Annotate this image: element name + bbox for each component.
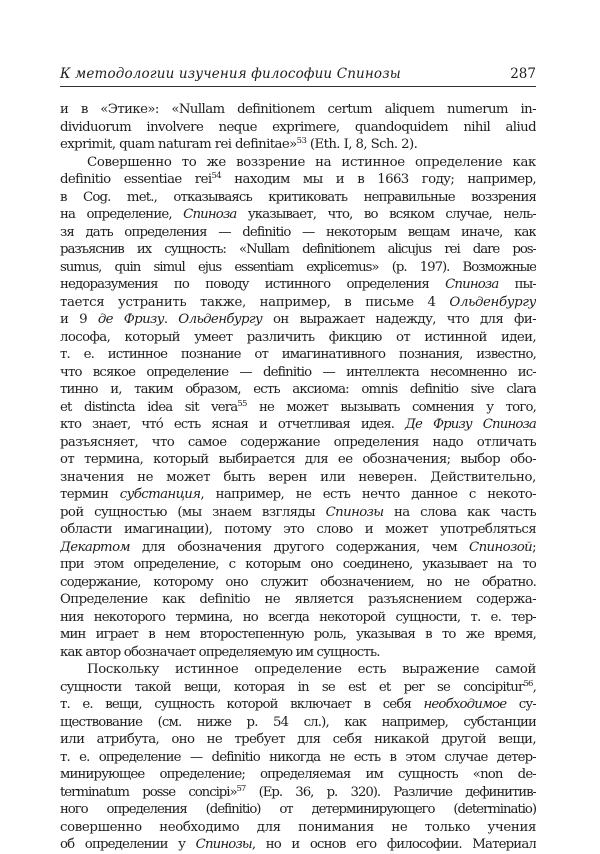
text-line: от термина, который выбирается для ее обозначения; выбор обо- (60, 452, 536, 467)
footnote-ref: 55 (237, 398, 247, 409)
text-line: и 9 де Фризу. Ольденбургу он выражает надежду, что для фи- (60, 312, 536, 327)
text-line: или атрибута, оно не требует для себя никакой другой вещи, (60, 732, 536, 747)
text-line: definitio essentiae rei$^{54}$ находим мы и в 1663 году; например, (60, 171, 536, 187)
text-line: т. е. определение — definitio никогда не есть в этом случае детер- (60, 749, 536, 765)
text-line: совершенно необходимо для понимания не только учения (60, 819, 536, 835)
text-line: dividuorum involvere neque exprimere, quandoquidem nihil aliud (60, 119, 536, 135)
text-line: тинно и, таким образом, есть аксиома: omnis definitio sive clara (60, 382, 536, 397)
running-title: К методологии изучения философии Спинозы (60, 66, 401, 82)
text-line: рой сущностью (мы знаем взгляды Спинозы на слова как часть (60, 504, 536, 520)
text-line: на определение, Спиноза указывает, что, во всяком случае, нель- (60, 207, 536, 222)
text-line: и в «Этике»: «Nullam definitionem certum aliquem numerum in- (60, 102, 536, 117)
running-header (60, 64, 536, 87)
text-line: мин играет в нем второстепенную роль, указывая в то же время, (60, 627, 536, 642)
text-line: лософа, который умеет различить фикцию от истинной идеи, (60, 329, 536, 345)
text-line: зя дать определения — definitio — некоторым вещам иначе, как (60, 224, 536, 240)
footnote-ref: 56 (523, 678, 533, 689)
text-line: термин субстанция, например, не есть нечто данное с некото- (60, 487, 536, 502)
text-line: Декартом для обозначения другого содержания, чем Спинозой; (60, 539, 536, 555)
text-line: недоразумения по поводу истинного определения Спиноза пы- (60, 277, 536, 292)
text-line: минирующее определение; определяемая им сущность «non de- (60, 767, 536, 782)
text-line: разъяснив их сущность: «Nullam definitionem alicujus rei dare pos- (60, 242, 536, 257)
footnote-ref: 57 (236, 783, 246, 794)
page-number: 287 (510, 66, 536, 82)
footnote-ref: 54 (211, 171, 222, 181)
text-line: тается устранить также, например, в письме 4 Ольденбургу (60, 294, 536, 310)
text-line: разъясняет, что самое содержание определения надо отличать (60, 434, 536, 450)
footnote-ref: 53 (296, 136, 307, 146)
text-line: сущности такой вещи, которая in se est et per se concipitur$^{56}$, (60, 678, 536, 695)
text-line: ществование (см. ниже p. 54 сл.), как например, субстанции (60, 714, 536, 730)
text-line: Определение как definitio не является разъяснением содержа- (60, 592, 536, 607)
text-line: et distincta idea sit vera$^{55}$ не может вызывать сомнения у того, (60, 398, 536, 415)
text-line: ния некоторого термина, но всегда некоторой сущности, т. е. тер- (60, 609, 536, 625)
text-line: содержание, которому оно служит обозначением, но не обратно. (60, 574, 536, 590)
text-line: т. е. вещи, сущность которой включает в себя необходимое су- (60, 697, 536, 712)
text-line: при этом определение, с которым оно соединено, указывает на то (60, 557, 536, 572)
text-line: области имагинации), потому это слово и может употребляться (60, 522, 536, 537)
text-line: об определении у Спинозы, но и основ его философии. Материал (60, 837, 536, 852)
text-line: как автор обозначает определяемую им сущность. (60, 644, 380, 660)
text-line: ного определения (definitio) от детерминирующего (determinatio) (60, 802, 536, 817)
text-line: sumus, quin simul ejus essentiam explicemus» (p. 197). Возможные (60, 259, 536, 275)
text-line: что всякое определение — definitio — интеллекта несомненно ис- (60, 364, 536, 380)
text-line: Поскольку истинное определение есть выражение самой (87, 662, 536, 677)
text-line: в Cog. met., отказываясь критиковать неправильные воззрения (60, 189, 536, 205)
text-line: т. е. истинное познание от имагинативного познания, известно, (60, 347, 536, 362)
body-text (60, 101, 536, 854)
text-line: exprimit, quam naturam rei definitae»$^{53}$ (Eth. I, 8, Sch. 2). (60, 136, 418, 152)
text-line: кто знает, что́ есть ясная и отчетливая идея. Де Фризу Спиноза (60, 417, 536, 432)
text-line: Совершенно то же воззрение на истинное определение как (87, 154, 536, 170)
text-line: значения не может быть верен или неверен. Действительно, (60, 469, 536, 485)
text-line: terminatum posse concipi»$^{57}$ (Ep. 36, p. 320). Различие дефинитив- (60, 783, 536, 800)
